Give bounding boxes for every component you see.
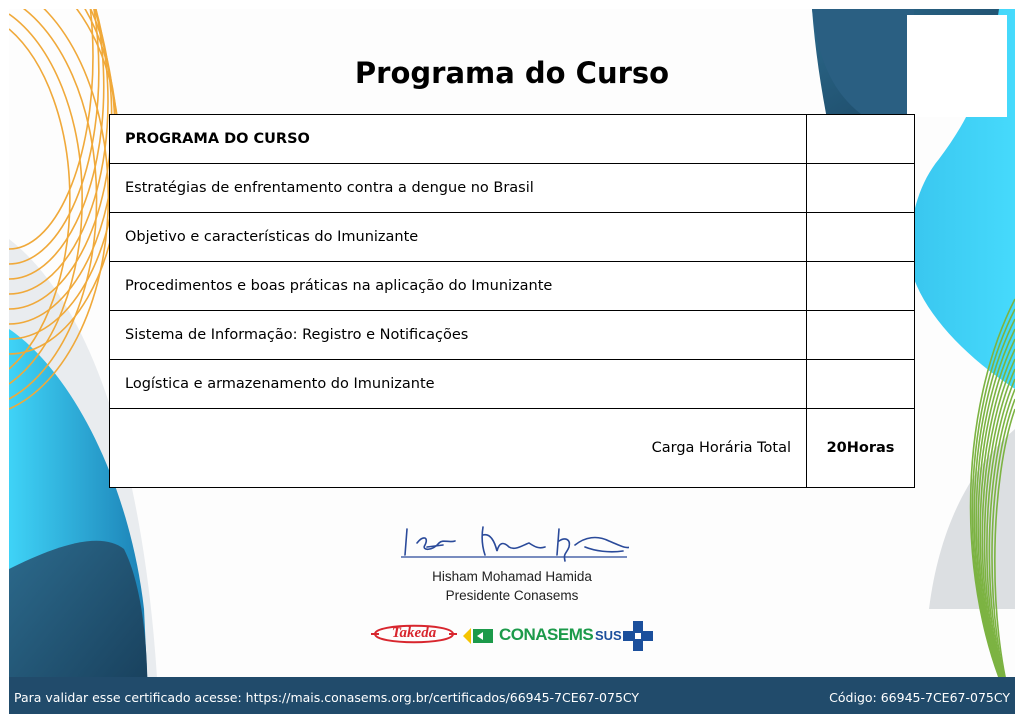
signatory-name: Hisham Mohamad Hamida <box>432 569 592 584</box>
sus-cross-icon <box>623 621 653 651</box>
program-item: Sistema de Informação: Registro e Notificações <box>110 311 807 360</box>
table-row <box>110 164 915 213</box>
sus-wordmark: SUS <box>595 628 622 643</box>
signatory-role: Presidente Conasems <box>445 588 579 603</box>
validation-link-text[interactable]: Para validar esse certificado acesse: https://mais.conasems.org.br/certificados/66945-7CE67-075CY <box>14 690 640 705</box>
program-item: Estratégias de enfrentamento contra a dengue no Brasil <box>110 164 807 213</box>
table-row <box>110 360 915 409</box>
conasems-emblem-icon <box>463 627 495 645</box>
table-empty-cell <box>807 115 915 164</box>
table-empty-cell <box>807 262 915 311</box>
table-row <box>110 311 915 360</box>
table-header-cell: PROGRAMA DO CURSO <box>110 115 807 164</box>
program-table <box>109 114 915 488</box>
table-row <box>110 262 915 311</box>
table-row <box>110 213 915 262</box>
table-header-row <box>110 115 915 164</box>
footer-bar <box>9 677 1015 714</box>
table-empty-cell <box>807 311 915 360</box>
total-row <box>110 409 915 488</box>
program-item: Procedimentos e boas práticas na aplicação do Imunizante <box>110 262 807 311</box>
table-empty-cell <box>807 213 915 262</box>
certificate-page <box>9 9 1015 714</box>
total-hours-label: Carga Horária Total <box>110 409 807 488</box>
table-empty-cell <box>807 164 915 213</box>
certificate-code: Código: 66945-7CE67-075CY <box>829 690 1010 705</box>
page-title: Programa do Curso <box>354 56 670 90</box>
takeda-wordmark: Takeda <box>391 625 437 641</box>
table-empty-cell <box>807 360 915 409</box>
total-hours-value: 20Horas <box>807 409 915 488</box>
signature-image <box>399 521 629 565</box>
conasems-wordmark: CONASEMS <box>499 625 594 644</box>
program-item: Logística e armazenamento do Imunizante <box>110 360 807 409</box>
program-item: Objetivo e características do Imunizante <box>110 213 807 262</box>
takeda-logo <box>371 619 457 649</box>
